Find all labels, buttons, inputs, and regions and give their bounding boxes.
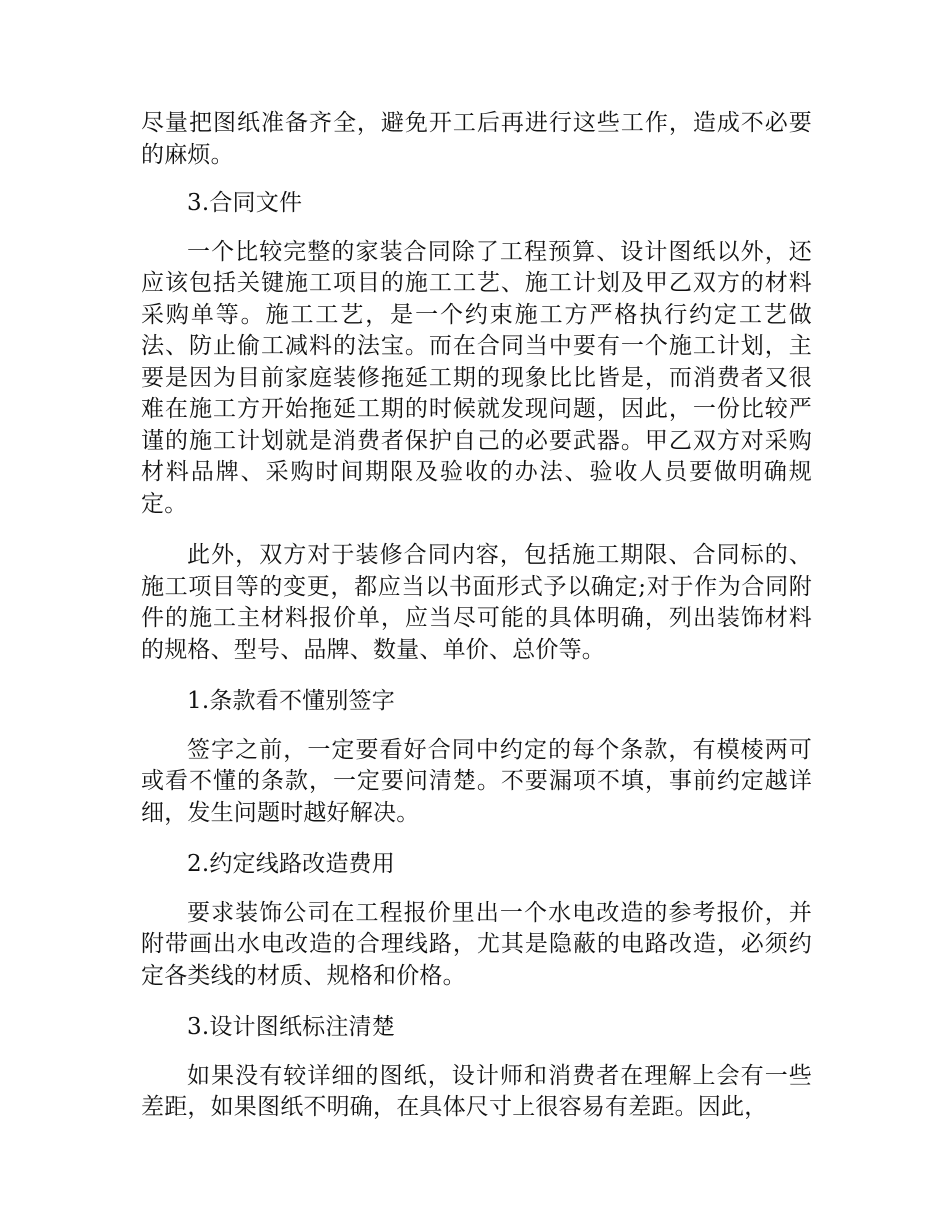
paragraph-wiring-cost: 要求装饰公司在工程报价里出一个水电改造的参考报价，并附带画出水电改造的合理线路，尤其是隐蔽的电路改造，必须约定各类线的材质、规格和价格。 <box>141 899 812 989</box>
paragraph-contract-contents: 一个比较完整的家装合同除了工程预算、设计图纸以外，还应该包括关键施工项目的施工工艺、施工计划及甲乙双方的材料采购单等。施工工艺，是一个约束施工方严格执行约定工艺做法、防止偷工减料的法宝。而在合同当中要有一个施工计划，主要是因为目前家庭装修拖延工期的现象比比皆是，而消费者又很难在施工方开始拖延工期的时候就发现问题，因此，一份比较严谨的施工计划就是消费者保护自己的必要武器。甲乙双方对采购材料品牌、采购时间期限及验收的办法、验收人员要做明确规定。 <box>141 238 812 517</box>
document-content <box>141 108 812 1124</box>
section-heading-wiring-cost: 2.约定线路改造费用 <box>187 851 395 877</box>
paragraph-signing-advice: 签字之前，一定要看好合同中约定的每个条款，有模棱两可或看不懂的条款，一定要问清楚。不要漏项不填，事前约定越详细，发生问题时越好解决。 <box>141 736 812 826</box>
section-heading-contract-documents: 3.合同文件 <box>187 190 303 216</box>
section-heading-signing: 1.条款看不懂别签字 <box>187 688 395 714</box>
paragraph-contract-changes: 此外，双方对于装修合同内容，包括施工期限、合同标的、施工项目等的变更，都应当以书面形式予以确定;对于作为合同附件的施工主材料报价单，应当尽可能的具体明确，列出装饰材料的规格、型号、品牌、数量、单价、总价等。 <box>141 542 812 663</box>
paragraph-design-drawings: 如果没有较详细的图纸，设计师和消费者在理解上会有一些差距，如果图纸不明确，在具体尺寸上很容易有差距。因此， <box>141 1062 812 1120</box>
section-heading-design-drawings: 3.设计图纸标注清楚 <box>187 1014 395 1040</box>
paragraph-drawing-preparation: 尽量把图纸准备齐全，避免开工后再进行这些工作，造成不必要的麻烦。 <box>141 110 812 168</box>
